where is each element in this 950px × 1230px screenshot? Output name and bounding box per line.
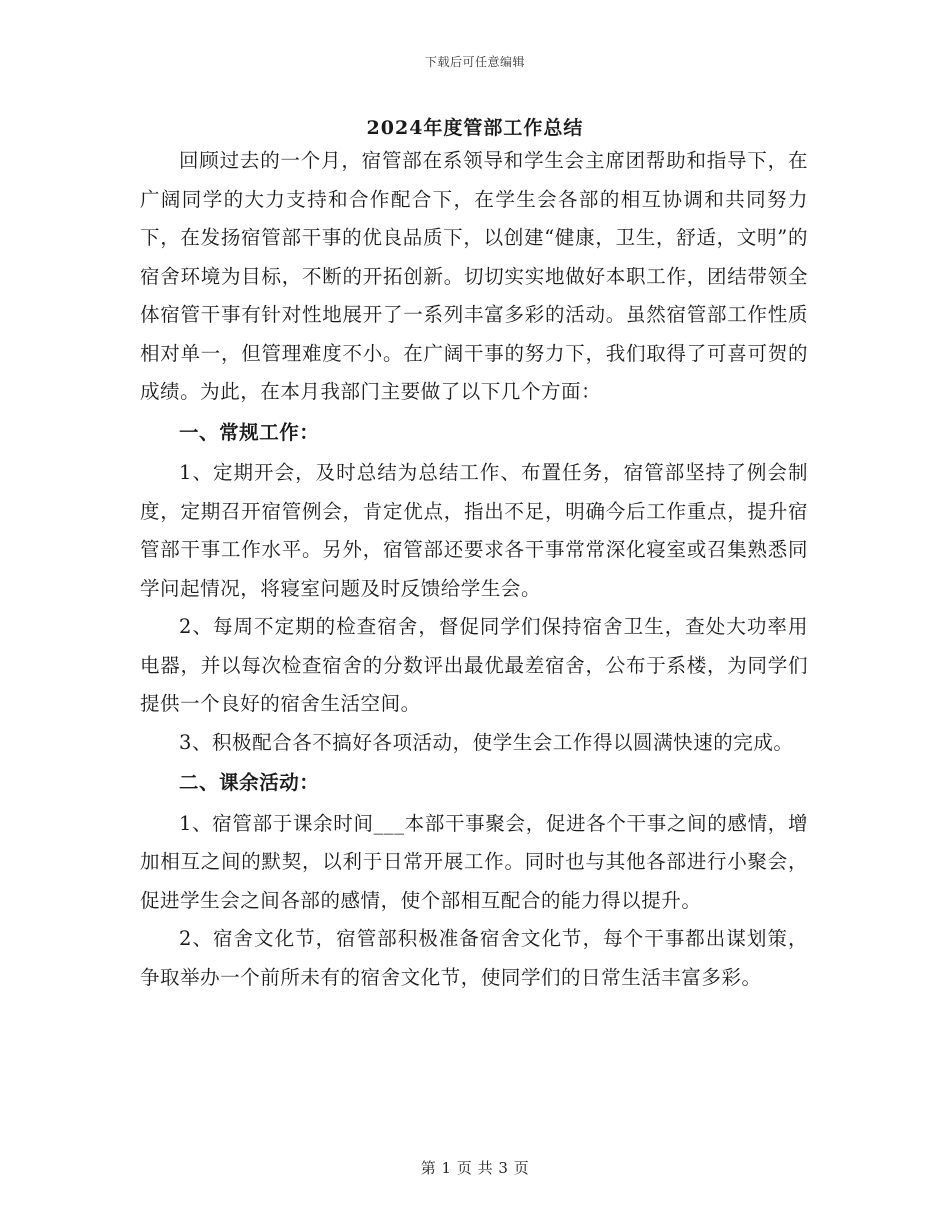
intro-paragraph: 回顾过去的一个月，宿管部在系领导和学生会主席团帮助和指导下，在广阔同学的大力支持和合作配合下，在学生会各部的相互协调和共同努力下，在发扬宿管部干事的优良品质下，以创建“健康，卫生，舒适，文明”的宿舍环境为目标，不断的开拓创新。切切实实地做好本职工作，团结带领全体宿管干事有针对性地展开了一系列丰富多彩的活动。虽然宿管部工作性质相对单一，但管理难度不小。在广阔干事的努力下，我们取得了可喜可贺的成绩。为此，在本月我部门主要做了以下几个方面：	[140, 149, 808, 403]
section-heading-routine: 一、常规工作：	[179, 420, 320, 444]
routine-paragraph-2: 2、每周不定期的检查宿舍，督促同学们保持宿舍卫生，查处大功率用电器，并以每次检查宿舍的分数评出最优最差宿舍，公布于系楼，为同学们提供一个良好的宿舍生活空间。	[140, 615, 808, 715]
routine-paragraph-3: 3、积极配合各不搞好各项活动，使学生会工作得以圆满快速的完成。	[179, 730, 794, 754]
section-heading-activities: 二、课余活动：	[179, 771, 320, 794]
document-body	[140, 142, 808, 997]
routine-paragraph-1: 1、定期开会，及时总结为总结工作、布置任务，宿管部坚持了例会制度，定期召开宿管例会，肯定优点，指出不足，明确今后工作重点，提升宿管部干事工作水平。另外，宿管部还要求各干事常常深化寝室或召集熟悉同学问起情况，将寝室问题及时反馈给学生会。	[140, 461, 808, 600]
document-title: 2024年度管部工作总结	[366, 117, 584, 139]
activities-paragraph-1: 1、宿管部于课余时间___本部干事聚会，促进各个干事之间的感情，增加相互之间的默契，以利于日常开展工作。同时也与其他各部进行小聚会，促进学生会之间各部的感情，使个部相互配合的能力得以提升。	[140, 811, 808, 912]
header-note: 下载后可任意编辑	[424, 55, 525, 69]
page-number: 第 1 页 共 3 页	[420, 1159, 530, 1177]
activities-paragraph-2: 2、宿舍文化节，宿管部积极准备宿舍文化节，每个干事都出谋划策，争取举办一个前所未有的宿舍文化节，使同学们的日常生活丰富多彩。	[140, 927, 808, 989]
